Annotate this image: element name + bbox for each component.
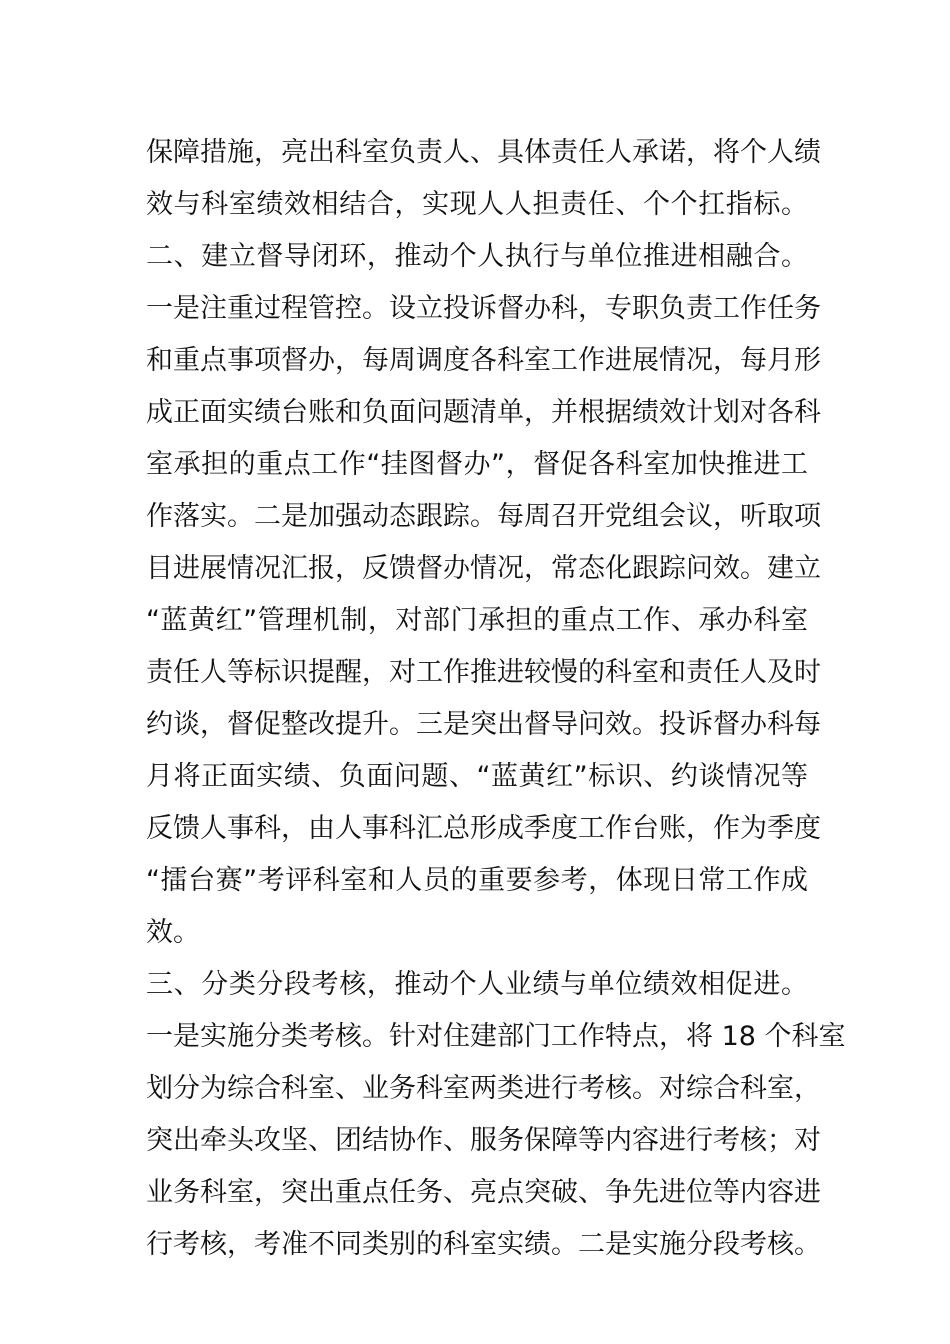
- text-line: 保障措施，亮出科室负责人、具体责任人承诺，将个人绩: [146, 137, 821, 168]
- text-line: 划分为综合科室、业务科室两类进行考核。对综合科室，: [146, 1073, 821, 1104]
- text-line: 约谈，督促整改提升。三是突出督导问效。投诉督办科每: [146, 709, 821, 740]
- text-line: 作落实。二是加强动态跟踪。每周召开党组会议，听取项: [146, 501, 821, 532]
- text-line: 效。: [146, 917, 200, 948]
- text-line: 责任人等标识提醒，对工作推进较慢的科室和责任人及时: [146, 657, 821, 688]
- text-line: 一是注重过程管控。设立投诉督办科，专职负责工作任务: [146, 293, 821, 324]
- text-line: 突出牵头攻坚、团结协作、服务保障等内容进行考核；对: [146, 1125, 821, 1156]
- text-line: “擂台赛”考评科室和人员的重要参考，体现日常工作成: [146, 865, 808, 896]
- text-line: 和重点事项督办，每周调度各科室工作进展情况，每月形: [146, 345, 821, 376]
- text-line: 月将正面实绩、负面问题、“蓝黄红”标识、约谈情况等: [146, 761, 808, 792]
- text-line: 行考核，考准不同类别的科室实绩。二是实施分段考核。: [146, 1229, 821, 1260]
- text-line: “蓝黄红”管理机制，对部门承担的重点工作、承办科室: [146, 605, 808, 636]
- text-line: 业务科室，突出重点任务、亮点突破、争先进位等内容进: [146, 1177, 821, 1208]
- section-heading: 二、建立督导闭环，推动个人执行与单位推进相融合。: [146, 241, 808, 272]
- text-line: 目进展情况汇报，反馈督办情况，常态化跟踪问效。建立: [146, 553, 821, 584]
- text-line: 室承担的重点工作“挂图督办”，督促各科室加快推进工: [146, 449, 808, 480]
- text-line: 效与科室绩效相结合，实现人人担责任、个个扛指标。: [146, 189, 808, 220]
- text-line: 反馈人事科，由人事科汇总形成季度工作台账，作为季度: [146, 813, 821, 844]
- text-line: 成正面实绩台账和负面问题清单，并根据绩效计划对各科: [146, 397, 821, 428]
- section-heading: 三、分类分段考核，推动个人业绩与单位绩效相促进。: [146, 969, 808, 1000]
- text-line: 一是实施分类考核。针对住建部门工作特点，将 18 个科室: [146, 1021, 846, 1052]
